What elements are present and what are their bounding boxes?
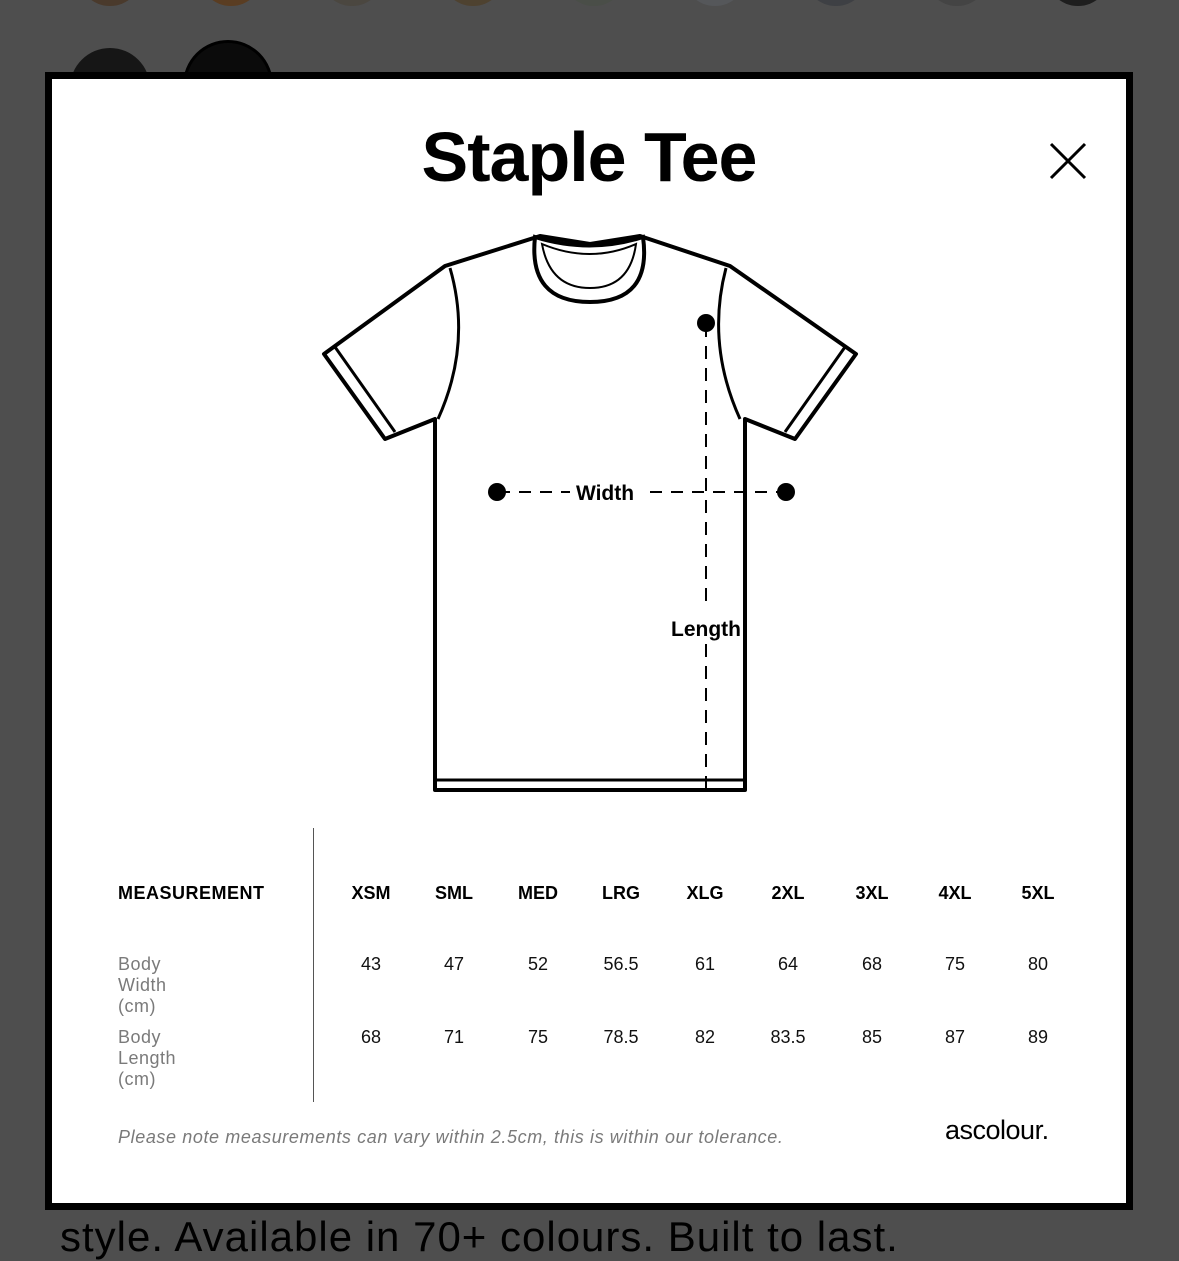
table-divider (313, 828, 314, 1102)
table-cell: 80 (1027, 954, 1049, 974)
table-cell: 83.5 (770, 1027, 806, 1047)
row-label-body-width: Body Width (cm) (118, 954, 167, 1016)
table-cell: 56.5 (603, 954, 639, 974)
close-button[interactable] (1046, 139, 1090, 183)
tshirt-outline (324, 236, 856, 790)
table-cell: 71 (443, 1027, 465, 1047)
table-cell: 82 (694, 1027, 716, 1047)
close-icon[interactable] (1046, 139, 1090, 183)
color-swatch[interactable] (683, 0, 747, 6)
size-header: 3XL (855, 883, 889, 903)
width-label: Width (575, 482, 635, 505)
color-swatch[interactable] (804, 0, 868, 6)
color-swatch[interactable] (441, 0, 505, 6)
table-cell: 89 (1027, 1027, 1049, 1047)
table-cell: 78.5 (603, 1027, 639, 1047)
size-guide-modal (45, 72, 1133, 1210)
color-swatch[interactable] (562, 0, 626, 6)
measure-point (777, 483, 795, 501)
measurement-header: MEASUREMENT (118, 883, 265, 903)
table-cell: 64 (777, 954, 799, 974)
table-cell: 75 (944, 954, 966, 974)
table-cell: 85 (861, 1027, 883, 1047)
table-cell: 43 (360, 954, 382, 974)
brand-logo: ascolour. (945, 1115, 1049, 1145)
length-label: Length (671, 618, 741, 641)
tshirt-diagram (320, 224, 860, 794)
color-swatch[interactable] (1046, 0, 1110, 6)
product-description-text: style. Available in 70+ colours. Built to last. (60, 1213, 899, 1260)
color-swatch[interactable] (199, 0, 263, 6)
table-cell: 61 (694, 954, 716, 974)
table-cell: 47 (443, 954, 465, 974)
size-header: 4XL (938, 883, 972, 903)
table-cell: 87 (944, 1027, 966, 1047)
tolerance-note: Please note measurements can vary within 2.5cm, this is within our tolerance. (118, 1127, 784, 1147)
table-cell: 68 (360, 1027, 382, 1047)
size-header: 2XL (771, 883, 805, 903)
table-cell: 52 (527, 954, 549, 974)
color-swatch[interactable] (320, 0, 384, 6)
size-header: XLG (686, 883, 724, 903)
size-header: LRG (602, 883, 640, 903)
size-header: MED (518, 883, 558, 903)
row-label-body-length: Body Length (cm) (118, 1027, 177, 1089)
measure-point (488, 483, 506, 501)
size-header: XSM (351, 883, 391, 903)
size-header: SML (435, 883, 473, 903)
color-swatch[interactable] (925, 0, 989, 6)
measure-point (697, 314, 715, 332)
table-cell: 75 (527, 1027, 549, 1047)
size-header: 5XL (1021, 883, 1055, 903)
modal-title: Staple Tee (421, 118, 757, 196)
table-cell: 68 (861, 954, 883, 974)
color-swatch[interactable] (78, 0, 142, 6)
